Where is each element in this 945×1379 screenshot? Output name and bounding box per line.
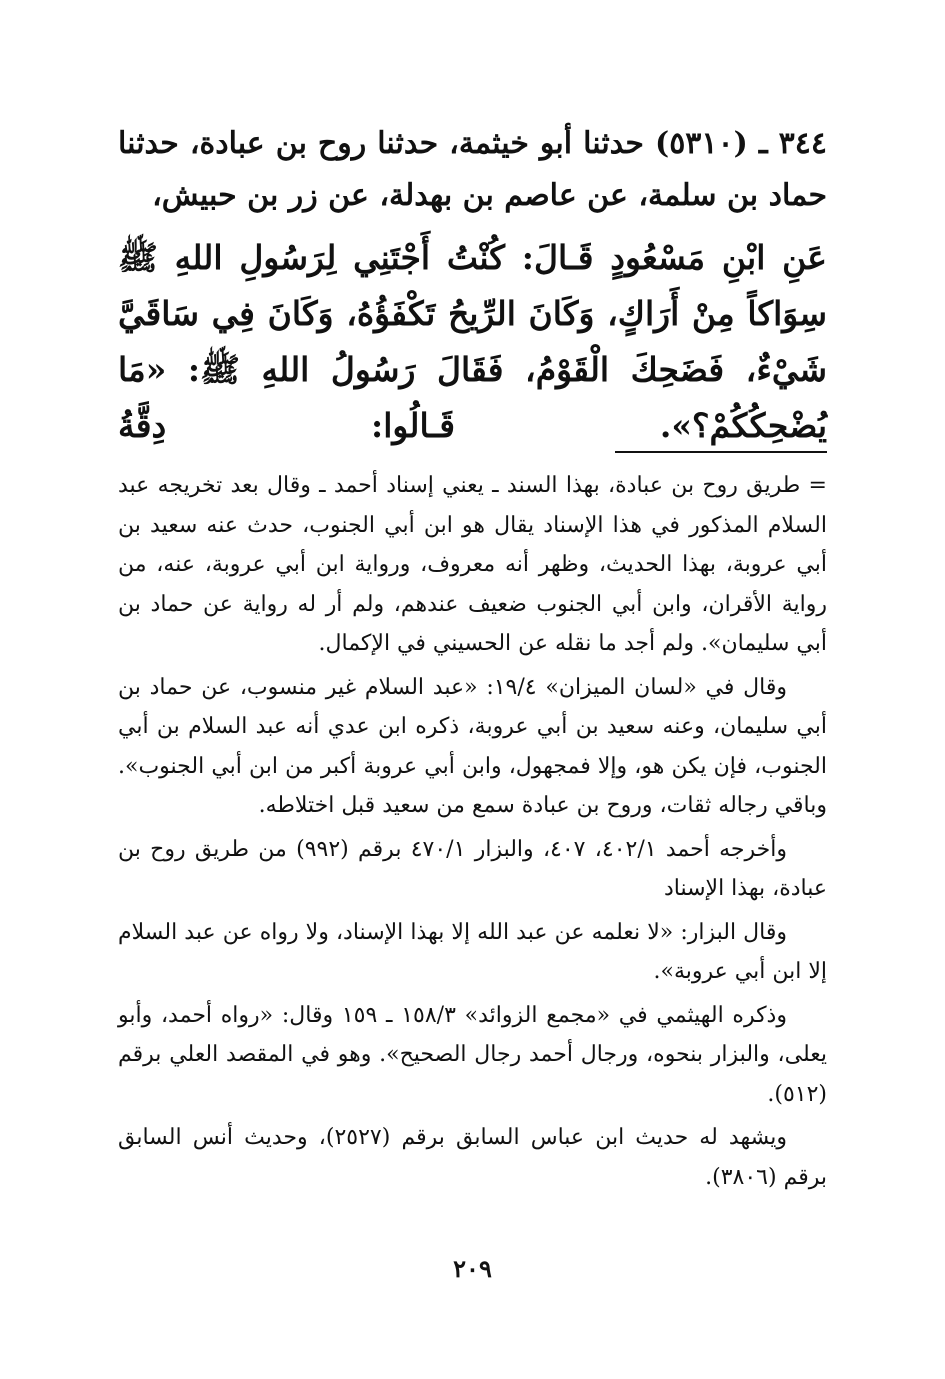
hadith-text: عَنِ ابْنِ مَسْعُودٍ قَـالَ: كُنْتُ أَجْتَنِي لِرَسُولِ اللهِ ﷺ سِوَاكاً مِنْ أَرَاكٍ، وَكَانَ الرِّيحُ تَكْفَؤُهُ، وَكَانَ فِي سَاقَيَّ شَيْءٌ، فَضَحِكَ الْقَوْمُ، فَقَالَ رَسُولُ اللهِ ﷺ: «مَا يُضْحِكُكُمْ؟». قَـالُوا: دِقَّةُ [118, 238, 827, 445]
footnote-paragraph: وقال البزار: «لا نعلمه عن عبد الله إلا بهذا الإسناد، ولا رواه عن عبد السلام إلا ابن أبي عروبة». [118, 919, 827, 984]
footnote-paragraph: = طريق روح بن عبادة، بهذا السند ـ يعني إسناد أحمد ـ وقال بعد تخريجه عبد السلام المذكور في هذا الإسناد يقال هو ابن أبي الجنوب، حدث عنه سعيد بن أبي عروبة، بهذا الحديث، وظهر أنه معروف، ورواية ابن أبي عروبة، عنه، من رواية الأقران، وابن أبي الجنوب ضعيف عندهم، ولم أر له رواية عن حماد بن أبي سليمان». ولم أجد ما نقله عن الحسيني في الإكمال. [118, 473, 827, 656]
main-text [118, 118, 827, 454]
footnote-paragraph: ويشهد له حديث ابن عباس السابق برقم (٢٥٢٧)، وحديث أنس السابق برقم (٣٨٠٦). [118, 1125, 827, 1190]
footnote-separator [615, 451, 827, 453]
hadith-heading: ٣٤٤ ـ (٥٣١٠) حدثنا أبو خيثمة، حدثنا روح بن عبادة، حدثنا حماد بن سلمة، عن عاصم بن بهدلة، عن زر بن حبيش، [118, 126, 828, 213]
footnote-paragraph: وقال في «لسان الميزان» ١٩/٤: «عبد السلام غير منسوب، عن حماد بن أبي سليمان، وعنه سعيد بن أبي عروبة، ذكره ابن عدي أنه عبد السلام بن أبي الجنوب، فإن يكن هو، وإلا فمجهول، وابن أبي عروبة أكبر من ابن أبي الجنوب». وباقي رجاله ثقات، وروح بن عبادة سمع من سعيد قبل اختلاطه. [118, 674, 827, 818]
footnote-paragraph: وأخرجه أحمد ٤٠٢/١، ٤٠٧، والبزار ٤٧٠/١ برقم (٩٩٢) من طريق روح بن عبادة، بهذا الإسناد [118, 836, 827, 901]
page-number: ٢٠٩ [453, 1254, 492, 1283]
footnotes [118, 466, 827, 1201]
footnote-paragraph: وذكره الهيثمي في «مجمع الزوائد» ١٥٨/٣ ـ ١٥٩ وقال: «رواه أحمد، وأبو يعلى، والبزار بنحوه، ورجال أحمد رجال الصحيح». وهو في المقصد العلي برقم (٥١٢). [118, 1002, 827, 1107]
